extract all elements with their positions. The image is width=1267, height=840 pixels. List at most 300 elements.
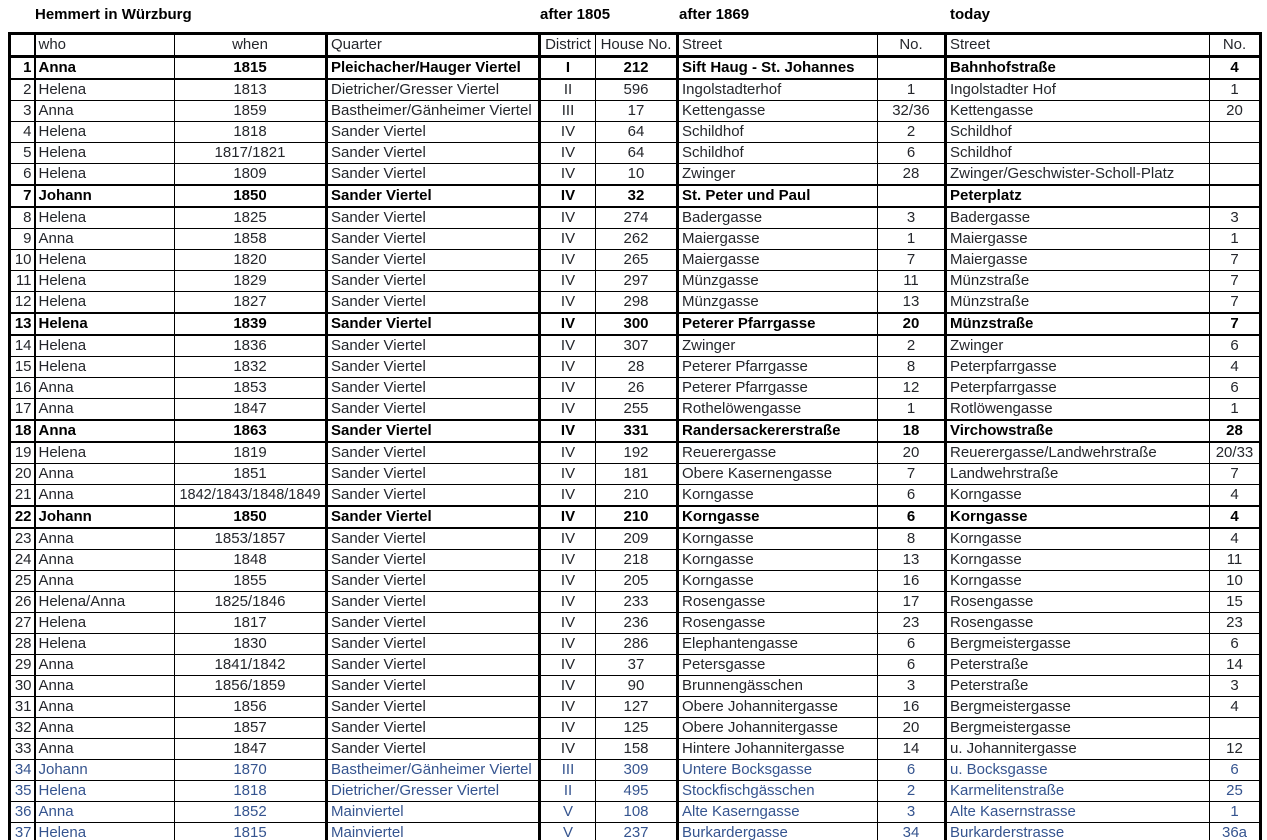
cell-when: 1850	[175, 185, 327, 207]
cell-who: Helena	[35, 781, 175, 802]
cell-who: Johann	[35, 760, 175, 781]
table-row	[10, 164, 1261, 186]
cell-no_1869: 6	[878, 506, 946, 528]
cell-no_today: 7	[1210, 313, 1261, 335]
cell-when: 1870	[175, 760, 327, 781]
cell-when: 1855	[175, 571, 327, 592]
cell-no_today: 4	[1210, 528, 1261, 550]
cell-who: Anna	[35, 550, 175, 571]
cell-quarter: Sander Viertel	[327, 292, 540, 314]
cell-when: 1815	[175, 823, 327, 840]
table-row	[10, 592, 1261, 613]
cell-when: 1815	[175, 57, 327, 80]
cell-when: 1832	[175, 357, 327, 378]
cell-n: 10	[10, 250, 35, 271]
cell-district: IV	[540, 613, 596, 634]
cell-house_no: 17	[596, 101, 678, 122]
column-header-no_1869: No.	[878, 34, 946, 57]
cell-when: 1825/1846	[175, 592, 327, 613]
page-title: Hemmert in Würzburg	[35, 6, 192, 23]
cell-quarter: Sander Viertel	[327, 739, 540, 760]
cell-street_today: Peterpfarrgasse	[946, 357, 1210, 378]
cell-house_no: 181	[596, 464, 678, 485]
cell-street_today: Bergmeistergasse	[946, 718, 1210, 739]
cell-house_no: 297	[596, 271, 678, 292]
cell-when: 1856	[175, 697, 327, 718]
cell-quarter: Mainviertel	[327, 823, 540, 840]
cell-house_no: 158	[596, 739, 678, 760]
cell-no_today: 6	[1210, 335, 1261, 357]
cell-quarter: Sander Viertel	[327, 164, 540, 186]
cell-no_today	[1210, 122, 1261, 143]
cell-quarter: Bastheimer/Gänheimer Viertel	[327, 760, 540, 781]
cell-no_1869: 2	[878, 781, 946, 802]
cell-street_1869: Peterer Pfarrgasse	[678, 378, 878, 399]
cell-district: IV	[540, 122, 596, 143]
cell-district: IV	[540, 207, 596, 229]
cell-quarter: Sander Viertel	[327, 506, 540, 528]
table-row	[10, 335, 1261, 357]
cell-house_no: 108	[596, 802, 678, 823]
cell-no_1869: 1	[878, 79, 946, 101]
cell-street_1869: Kettengasse	[678, 101, 878, 122]
cell-district: IV	[540, 528, 596, 550]
cell-house_no: 596	[596, 79, 678, 101]
cell-who: Helena	[35, 122, 175, 143]
cell-street_today: Karmelitenstraße	[946, 781, 1210, 802]
cell-house_no: 300	[596, 313, 678, 335]
cell-n: 19	[10, 442, 35, 464]
cell-when: 1853	[175, 378, 327, 399]
cell-no_1869: 32/36	[878, 101, 946, 122]
cell-quarter: Sander Viertel	[327, 676, 540, 697]
cell-when: 1839	[175, 313, 327, 335]
cell-street_1869: Elephantengasse	[678, 634, 878, 655]
cell-street_today: Burkarderstrasse	[946, 823, 1210, 840]
column-header-who: who	[35, 34, 175, 57]
cell-street_1869: St. Peter und Paul	[678, 185, 878, 207]
cell-no_1869: 6	[878, 655, 946, 676]
cell-street_today: Rotlöwengasse	[946, 399, 1210, 421]
cell-house_no: 28	[596, 357, 678, 378]
cell-street_today: Münzstraße	[946, 292, 1210, 314]
cell-district: V	[540, 802, 596, 823]
cell-street_1869: Zwinger	[678, 164, 878, 186]
cell-district: III	[540, 760, 596, 781]
cell-quarter: Sander Viertel	[327, 718, 540, 739]
table-row	[10, 313, 1261, 335]
cell-quarter: Sander Viertel	[327, 697, 540, 718]
cell-no_today: 7	[1210, 250, 1261, 271]
cell-street_1869: Randersackererstraße	[678, 420, 878, 442]
cell-who: Anna	[35, 57, 175, 80]
cell-no_1869: 13	[878, 292, 946, 314]
cell-no_today: 23	[1210, 613, 1261, 634]
cell-street_today: Korngasse	[946, 485, 1210, 507]
cell-district: IV	[540, 655, 596, 676]
table-row	[10, 101, 1261, 122]
cell-street_today: Korngasse	[946, 528, 1210, 550]
table-row	[10, 250, 1261, 271]
cell-street_today: Korngasse	[946, 550, 1210, 571]
table-row	[10, 143, 1261, 164]
cell-who: Helena	[35, 292, 175, 314]
cell-no_1869: 20	[878, 442, 946, 464]
cell-when: 1809	[175, 164, 327, 186]
cell-house_no: 286	[596, 634, 678, 655]
cell-no_1869: 1	[878, 229, 946, 250]
cell-no_1869: 6	[878, 760, 946, 781]
cell-who: Helena	[35, 207, 175, 229]
cell-who: Helena	[35, 313, 175, 335]
table-row	[10, 802, 1261, 823]
cell-district: I	[540, 57, 596, 80]
cell-quarter: Sander Viertel	[327, 335, 540, 357]
cell-district: IV	[540, 357, 596, 378]
cell-no_1869: 8	[878, 528, 946, 550]
cell-street_today: u. Bocksgasse	[946, 760, 1210, 781]
table-row	[10, 271, 1261, 292]
cell-when: 1856/1859	[175, 676, 327, 697]
cell-who: Anna	[35, 718, 175, 739]
cell-street_1869: Alte Kaserngasse	[678, 802, 878, 823]
cell-street_1869: Ingolstadterhof	[678, 79, 878, 101]
cell-quarter: Sander Viertel	[327, 550, 540, 571]
cell-street_1869: Schildhof	[678, 122, 878, 143]
cell-street_1869: Reuerergasse	[678, 442, 878, 464]
cell-no_1869: 23	[878, 613, 946, 634]
cell-street_1869: Rothelöwengasse	[678, 399, 878, 421]
cell-no_1869: 13	[878, 550, 946, 571]
cell-house_no: 298	[596, 292, 678, 314]
cell-street_today: Münzstraße	[946, 313, 1210, 335]
cell-no_1869: 17	[878, 592, 946, 613]
cell-district: IV	[540, 506, 596, 528]
cell-house_no: 274	[596, 207, 678, 229]
table-row	[10, 122, 1261, 143]
cell-when: 1863	[175, 420, 327, 442]
cell-quarter: Mainviertel	[327, 802, 540, 823]
cell-n: 27	[10, 613, 35, 634]
cell-who: Anna	[35, 676, 175, 697]
column-header-street_1869: Street	[678, 34, 878, 57]
cell-street_1869: Korngasse	[678, 550, 878, 571]
cell-no_today: 4	[1210, 485, 1261, 507]
cell-n: 28	[10, 634, 35, 655]
cell-street_today: Bahnhofstraße	[946, 57, 1210, 80]
cell-when: 1859	[175, 101, 327, 122]
cell-district: IV	[540, 739, 596, 760]
cell-street_1869: Schildhof	[678, 143, 878, 164]
cell-district: III	[540, 101, 596, 122]
cell-street_today: Bergmeistergasse	[946, 697, 1210, 718]
cell-n: 26	[10, 592, 35, 613]
column-header-house_no: House No.	[596, 34, 678, 57]
cell-street_1869: Peterer Pfarrgasse	[678, 357, 878, 378]
cell-who: Anna	[35, 101, 175, 122]
cell-street_today: Korngasse	[946, 506, 1210, 528]
table-row	[10, 781, 1261, 802]
cell-who: Anna	[35, 528, 175, 550]
cell-street_today: Rosengasse	[946, 613, 1210, 634]
cell-when: 1817	[175, 613, 327, 634]
residence-table	[8, 32, 1262, 840]
cell-when: 1852	[175, 802, 327, 823]
table-row	[10, 739, 1261, 760]
cell-quarter: Sander Viertel	[327, 250, 540, 271]
table-row	[10, 464, 1261, 485]
cell-house_no: 127	[596, 697, 678, 718]
table-row	[10, 207, 1261, 229]
cell-house_no: 10	[596, 164, 678, 186]
cell-when: 1847	[175, 399, 327, 421]
cell-when: 1850	[175, 506, 327, 528]
cell-who: Anna	[35, 464, 175, 485]
cell-quarter: Sander Viertel	[327, 528, 540, 550]
cell-house_no: 218	[596, 550, 678, 571]
cell-street_today: Peterstraße	[946, 655, 1210, 676]
cell-district: IV	[540, 485, 596, 507]
cell-quarter: Sander Viertel	[327, 655, 540, 676]
cell-street_today: Badergasse	[946, 207, 1210, 229]
cell-n: 20	[10, 464, 35, 485]
cell-street_1869: Badergasse	[678, 207, 878, 229]
cell-quarter: Dietricher/Gresser Viertel	[327, 79, 540, 101]
cell-no_1869: 28	[878, 164, 946, 186]
cell-street_today: Peterpfarrgasse	[946, 378, 1210, 399]
cell-when: 1841/1842	[175, 655, 327, 676]
cell-no_today: 7	[1210, 271, 1261, 292]
column-header-street_today: Street	[946, 34, 1210, 57]
table-row	[10, 79, 1261, 101]
cell-street_1869: Korngasse	[678, 506, 878, 528]
table-row	[10, 676, 1261, 697]
cell-who: Anna	[35, 420, 175, 442]
cell-house_no: 236	[596, 613, 678, 634]
cell-quarter: Sander Viertel	[327, 592, 540, 613]
cell-house_no: 210	[596, 485, 678, 507]
cell-n: 25	[10, 571, 35, 592]
cell-house_no: 262	[596, 229, 678, 250]
cell-street_today: Zwinger	[946, 335, 1210, 357]
cell-district: IV	[540, 271, 596, 292]
cell-n: 31	[10, 697, 35, 718]
table-row	[10, 655, 1261, 676]
cell-n: 16	[10, 378, 35, 399]
cell-no_today: 10	[1210, 571, 1261, 592]
cell-street_today: Schildhof	[946, 122, 1210, 143]
cell-n: 9	[10, 229, 35, 250]
cell-district: IV	[540, 292, 596, 314]
cell-n: 18	[10, 420, 35, 442]
cell-quarter: Sander Viertel	[327, 613, 540, 634]
cell-quarter: Sander Viertel	[327, 357, 540, 378]
table-row	[10, 485, 1261, 507]
cell-house_no: 212	[596, 57, 678, 80]
cell-no_1869: 1	[878, 399, 946, 421]
cell-no_today: 25	[1210, 781, 1261, 802]
cell-district: IV	[540, 571, 596, 592]
cell-street_1869: Obere Johannitergasse	[678, 697, 878, 718]
cell-who: Helena	[35, 823, 175, 840]
cell-no_1869: 34	[878, 823, 946, 840]
cell-n: 7	[10, 185, 35, 207]
cell-quarter: Sander Viertel	[327, 313, 540, 335]
cell-house_no: 265	[596, 250, 678, 271]
cell-district: II	[540, 781, 596, 802]
cell-no_1869	[878, 185, 946, 207]
cell-quarter: Sander Viertel	[327, 143, 540, 164]
cell-street_today: Ingolstadter Hof	[946, 79, 1210, 101]
cell-no_today: 28	[1210, 420, 1261, 442]
column-header-when: when	[175, 34, 327, 57]
cell-quarter: Sander Viertel	[327, 571, 540, 592]
cell-no_1869: 16	[878, 571, 946, 592]
cell-street_1869: Obere Kasernengasse	[678, 464, 878, 485]
table-row	[10, 550, 1261, 571]
cell-no_1869: 3	[878, 802, 946, 823]
table-row	[10, 185, 1261, 207]
cell-when: 1842/1843/1848/1849	[175, 485, 327, 507]
table-row	[10, 229, 1261, 250]
cell-district: IV	[540, 442, 596, 464]
table-row	[10, 292, 1261, 314]
cell-no_today: 14	[1210, 655, 1261, 676]
cell-n: 15	[10, 357, 35, 378]
column-header-no_today: No.	[1210, 34, 1261, 57]
cell-quarter: Sander Viertel	[327, 207, 540, 229]
table-row	[10, 420, 1261, 442]
cell-no_1869: 7	[878, 250, 946, 271]
cell-n: 8	[10, 207, 35, 229]
cell-no_today: 11	[1210, 550, 1261, 571]
cell-when: 1829	[175, 271, 327, 292]
cell-when: 1825	[175, 207, 327, 229]
cell-house_no: 495	[596, 781, 678, 802]
cell-n: 36	[10, 802, 35, 823]
cell-house_no: 309	[596, 760, 678, 781]
cell-n: 29	[10, 655, 35, 676]
cell-no_today: 1	[1210, 399, 1261, 421]
table-row	[10, 634, 1261, 655]
cell-district: IV	[540, 718, 596, 739]
cell-street_1869: Petersgasse	[678, 655, 878, 676]
cell-house_no: 209	[596, 528, 678, 550]
cell-street_today: Maiergasse	[946, 229, 1210, 250]
cell-street_1869: Burkardergasse	[678, 823, 878, 840]
cell-street_1869: Hintere Johannitergasse	[678, 739, 878, 760]
cell-when: 1830	[175, 634, 327, 655]
cell-street_1869: Zwinger	[678, 335, 878, 357]
cell-house_no: 192	[596, 442, 678, 464]
cell-house_no: 90	[596, 676, 678, 697]
cell-house_no: 255	[596, 399, 678, 421]
cell-house_no: 233	[596, 592, 678, 613]
cell-n: 35	[10, 781, 35, 802]
table-row	[10, 760, 1261, 781]
cell-quarter: Sander Viertel	[327, 271, 540, 292]
cell-no_1869: 7	[878, 464, 946, 485]
cell-street_today: Münzstraße	[946, 271, 1210, 292]
cell-street_1869: Korngasse	[678, 485, 878, 507]
cell-street_today: Korngasse	[946, 571, 1210, 592]
cell-district: IV	[540, 185, 596, 207]
cell-quarter: Sander Viertel	[327, 378, 540, 399]
cell-no_today	[1210, 143, 1261, 164]
cell-when: 1820	[175, 250, 327, 271]
cell-house_no: 37	[596, 655, 678, 676]
cell-quarter: Sander Viertel	[327, 464, 540, 485]
cell-quarter: Sander Viertel	[327, 634, 540, 655]
cell-who: Johann	[35, 185, 175, 207]
cell-no_today: 20/33	[1210, 442, 1261, 464]
cell-when: 1836	[175, 335, 327, 357]
cell-district: IV	[540, 250, 596, 271]
cell-no_1869: 3	[878, 207, 946, 229]
cell-district: IV	[540, 143, 596, 164]
table-row	[10, 697, 1261, 718]
cell-who: Helena	[35, 613, 175, 634]
cell-quarter: Sander Viertel	[327, 442, 540, 464]
cell-when: 1853/1857	[175, 528, 327, 550]
cell-no_today: 6	[1210, 378, 1261, 399]
cell-n: 2	[10, 79, 35, 101]
cell-street_1869: Maiergasse	[678, 229, 878, 250]
table-row	[10, 528, 1261, 550]
cell-street_today: Kettengasse	[946, 101, 1210, 122]
cell-no_today: 6	[1210, 634, 1261, 655]
cell-no_today: 7	[1210, 292, 1261, 314]
cell-district: IV	[540, 313, 596, 335]
cell-no_today: 12	[1210, 739, 1261, 760]
cell-when: 1827	[175, 292, 327, 314]
cell-who: Johann	[35, 506, 175, 528]
cell-street_today: Zwinger/Geschwister-Scholl-Platz	[946, 164, 1210, 186]
cell-n: 12	[10, 292, 35, 314]
cell-district: V	[540, 823, 596, 840]
cell-who: Helena	[35, 357, 175, 378]
cell-street_1869: Münzgasse	[678, 292, 878, 314]
cell-no_today: 1	[1210, 229, 1261, 250]
table-row	[10, 378, 1261, 399]
column-header-district: District	[540, 34, 596, 57]
cell-n: 17	[10, 399, 35, 421]
cell-street_1869: Peterer Pfarrgasse	[678, 313, 878, 335]
cell-quarter: Sander Viertel	[327, 485, 540, 507]
table-row	[10, 357, 1261, 378]
cell-quarter: Sander Viertel	[327, 420, 540, 442]
cell-house_no: 210	[596, 506, 678, 528]
cell-quarter: Dietricher/Gresser Viertel	[327, 781, 540, 802]
cell-who: Helena/Anna	[35, 592, 175, 613]
cell-street_today: Landwehrstraße	[946, 464, 1210, 485]
cell-who: Helena	[35, 143, 175, 164]
cell-street_1869: Korngasse	[678, 571, 878, 592]
cell-who: Anna	[35, 485, 175, 507]
cell-no_today: 1	[1210, 802, 1261, 823]
cell-who: Anna	[35, 378, 175, 399]
cell-district: IV	[540, 550, 596, 571]
cell-district: IV	[540, 676, 596, 697]
cell-street_today: Bergmeistergasse	[946, 634, 1210, 655]
cell-house_no: 205	[596, 571, 678, 592]
cell-when: 1817/1821	[175, 143, 327, 164]
cell-n: 37	[10, 823, 35, 840]
cell-no_1869: 18	[878, 420, 946, 442]
cell-n: 24	[10, 550, 35, 571]
cell-n: 23	[10, 528, 35, 550]
cell-no_1869: 20	[878, 313, 946, 335]
